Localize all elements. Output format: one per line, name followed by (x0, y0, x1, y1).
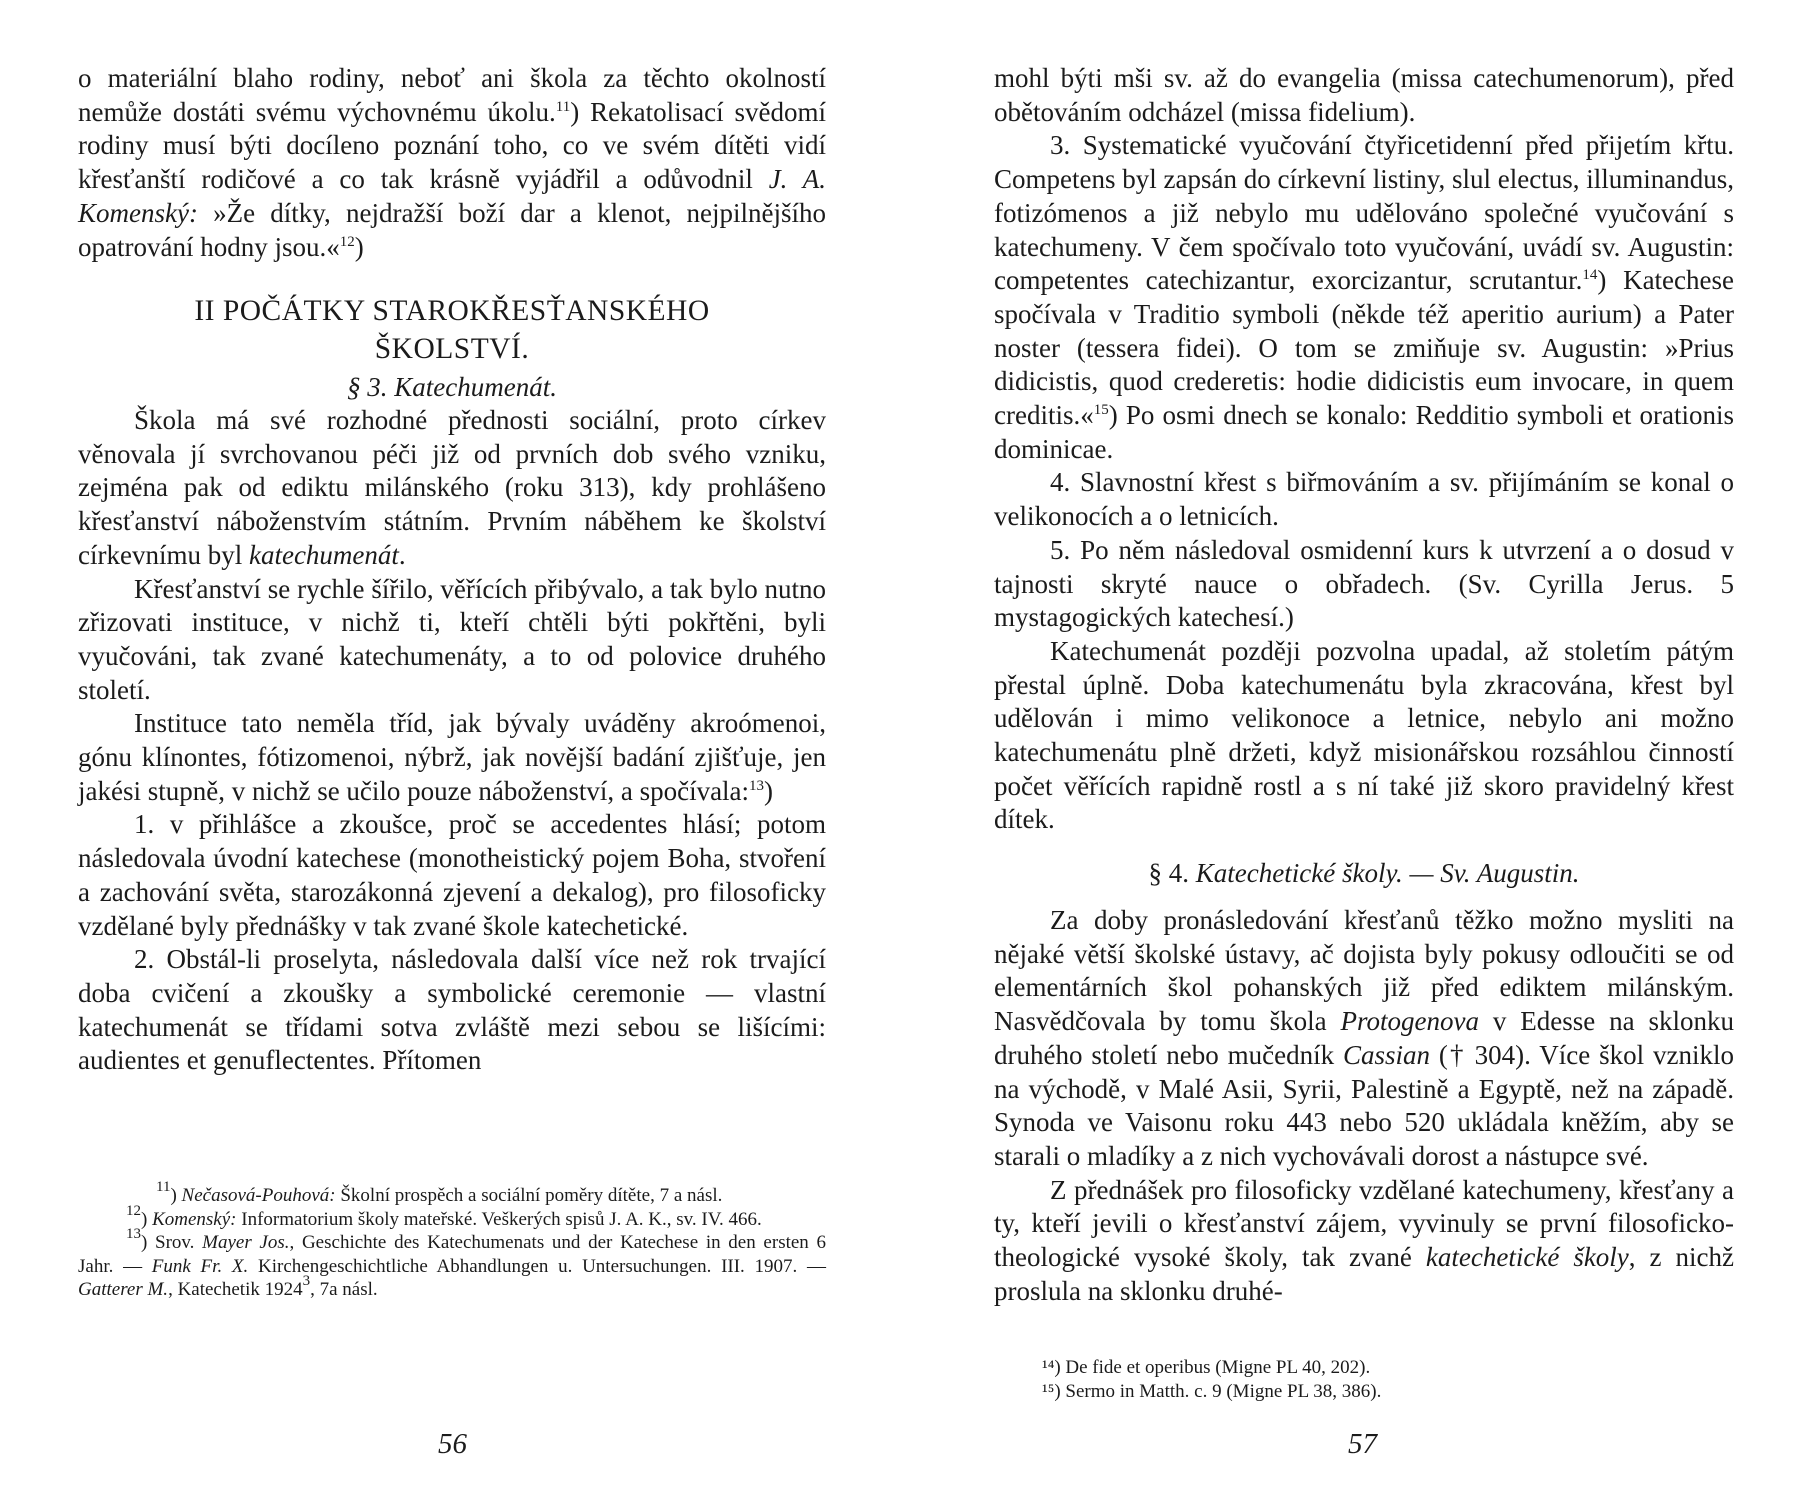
section-title: § 3. Katechumenát. (347, 372, 557, 402)
left-page (78, 0, 826, 1500)
paragraph: Křesťanství se rychle šířilo, věřících přibývalo, a tak bylo nutno zřizovati instituce, v nichž ti, kteří chtěli býti pokřtěni, byli vyučováni, tak zvané katechumenáty, a to od polovice druhého století. (78, 573, 826, 705)
paragraph: 4. Slavnostní křest s biřmováním a sv. přijímáním se konal o velikonocích a o letnicích. (994, 467, 1734, 532)
footnote-13: $^{13}$) Srov. Mayer Jos., Geschichte des Katechumenats und der Katechese in den ersten 6 Jahr. — Funk Fr. X. Kirchengeschichtliche Abhandlungen u. Untersuchungen. III. 1907. — Gatterer M., Katechetik 1924$^3$, 7a násl. (78, 1226, 826, 1300)
author-name: J. A. Komenský: (78, 164, 826, 228)
paragraph: 2. Obstál-li proselyta, následovala další více než rok trvající doba cvičení a zkoušky a symbolické ceremonie — vlastní katechumenát se třídami sotva zvláště mezi sebou se lišícími: audientes et genuflectentes. Přítomen (78, 944, 826, 1076)
section-title: § 4. Katechetické školy. — Sv. Augustin. (1148, 858, 1580, 888)
paragraph: 3. Systematické vyučování čtyřicetidenní před přijetím křtu. Competens byl zapsán do církevní listiny, slul electus, illuminandus, fotizómenos a již nebylo mu udělováno společné vyučování s katechumeny. V čem spočívalo toto vyučování, uvádí sv. Augustin: competentes catechizantur, exorcizantur, scrutantur.$^{14}$) Katechese spočívala v Traditio symboli (někde též aperitio aurium) a Pater noster (tessera fidei). O tom se zmiňuje sv. Augustin: »Prius didicistis, quod crederetis: hodie didicistis eum invocare, in quem creditis.«$^{15}$) Po osmi dnech se konalo: Redditio symboli et orationis dominicae. (994, 130, 1734, 464)
paragraph: 1. v přihlášce a zkoušce, proč se accedentes hlásí; potom následovala úvodní katechese (monotheistický pojem Boha, stvoření a zachování světa, starozákonná zjevení a dekalog), pro filosoficky vzdělané byly přednášky v tak zvané škole katechetické. (78, 809, 826, 941)
footnote-ref: 14 (1582, 267, 1598, 284)
right-body-main (994, 904, 1734, 1308)
footnote-ref: 15 (1093, 402, 1109, 419)
paragraph: Katechumenát později pozvolna upadal, až stoletím pátým přestal úplně. Doba katechumenátu byla zkracována, křest byl udělován i mimo velikonoce a letnice, nebylo ani možno katechumenátu plně držeti, když misionářskou rozsáhlou činností počet věřících rapidně rostl a s ní také již skoro pravidelný křest dítek. (994, 635, 1734, 835)
footnote-12: $^{12}$) Komenský: Informatorium školy mateřské. Veškerých spisů J. A. K., sv. IV. 466. (126, 1202, 762, 1230)
footnote-ref: 11 (555, 98, 571, 115)
left-body-top (78, 62, 826, 264)
paragraph: Z přednášek pro filosoficky vzdělané katechumeny, křesťany a ty, kteří jevili o křesťanství zájem, vyvinuly se první filosoficko-theologické vysoké školy, tak zvané katechetické školy, z nichž proslula na sklonku druhé- (994, 1174, 1735, 1306)
page-number: 57 (1348, 1428, 1377, 1460)
footnote-15: ¹⁵) Sermo in Matth. c. 9 (Migne PL 38, 386). (1042, 1380, 1382, 1402)
footnote-ref: 12 (339, 233, 355, 250)
chapter-heading-line1: II POČÁTKY STAROKŘESŤANSKÉHO (194, 295, 710, 327)
paragraph: Instituce tato neměla tříd, jak bývaly uváděny akroómenoi, gónu klínontes, fótizomenoi, nýbrž, jak novější badání zjišťuje, jen jakési stupně, v nichž se učilo pouze náboženství, a spočívala:$^{13}$) (78, 708, 826, 806)
paragraph: Škola má své rozhodné přednosti sociální, proto církev věnovala jí svrchovanou péči již od prvních dob svého vzniku, zejména pak od ediktu milánského (roku 313), kdy prohlášeno křesťanství náboženstvím státním. Prvním náběhem ke školství církevnímu byl katechumenát. (78, 405, 826, 570)
chapter-heading-line2: ŠKOLSTVÍ. (374, 333, 530, 365)
paragraph: o materiální blaho rodiny, neboť ani škola za těchto okolností nemůže dostáti svému výchovnému úkolu.$^{11}$) Rekatolisací svědomí rodiny musí býti docíleno poznání toho, co ve svém dítěti vidí křesťanští rodičové a co tak krásně vyjádřil a odůvodnil J. A. Komenský: »Že dítky, nejdražší boží dar a klenot, nejpilnějšího opatrování hodny jsou.«$^{12}$) (78, 63, 826, 262)
footnotes-left (78, 1179, 826, 1302)
right-page (994, 0, 1734, 1500)
paragraph: 5. Po něm následoval osmidenní kurs k utvrzení a o dosud v tajnosti skryté nauce o obřadech. (Sv. Cyrilla Jerus. 5 mystagogických katechesí.) (994, 534, 1734, 633)
footnote-14: ¹⁴) De fide et operibus (Migne PL 40, 202). (1042, 1357, 1371, 1378)
right-body-top (994, 62, 1734, 837)
left-body-main (78, 404, 826, 1078)
footnotes-right (1042, 1356, 1734, 1403)
paragraph: mohl býti mši sv. až do evangelia (missa catechumenorum), před obětováním odcházel (missa fidelium). (994, 63, 1734, 127)
footnote-ref: 13 (749, 777, 765, 794)
paragraph: Za doby pronásledování křesťanů těžko možno mysliti na nějaké větší školské ústavy, ač dojista byly pokusy odloučiti se od elementárních škol pohanských již před ediktem milánským. Nasvědčovala by tomu škola Protogenova v Edesse na sklonku druhého století nebo mučedník Cassian († 304). Více škol vzniklo na východě, v Malé Asii, Syrii, Palestině a Egyptě, než na západě. Synoda ve Vaisonu roku 443 nebo 520 ukládala kněžím, aby se starali o mladíky a z nich vychovávali dorost a nástupce své. (994, 905, 1734, 1171)
footnote-11: $^{11}$) Nečasová-Pouhová: Školní prospěch a sociální poměry dítěte, 7 a násl. (156, 1179, 723, 1206)
page-number: 56 (438, 1428, 467, 1460)
